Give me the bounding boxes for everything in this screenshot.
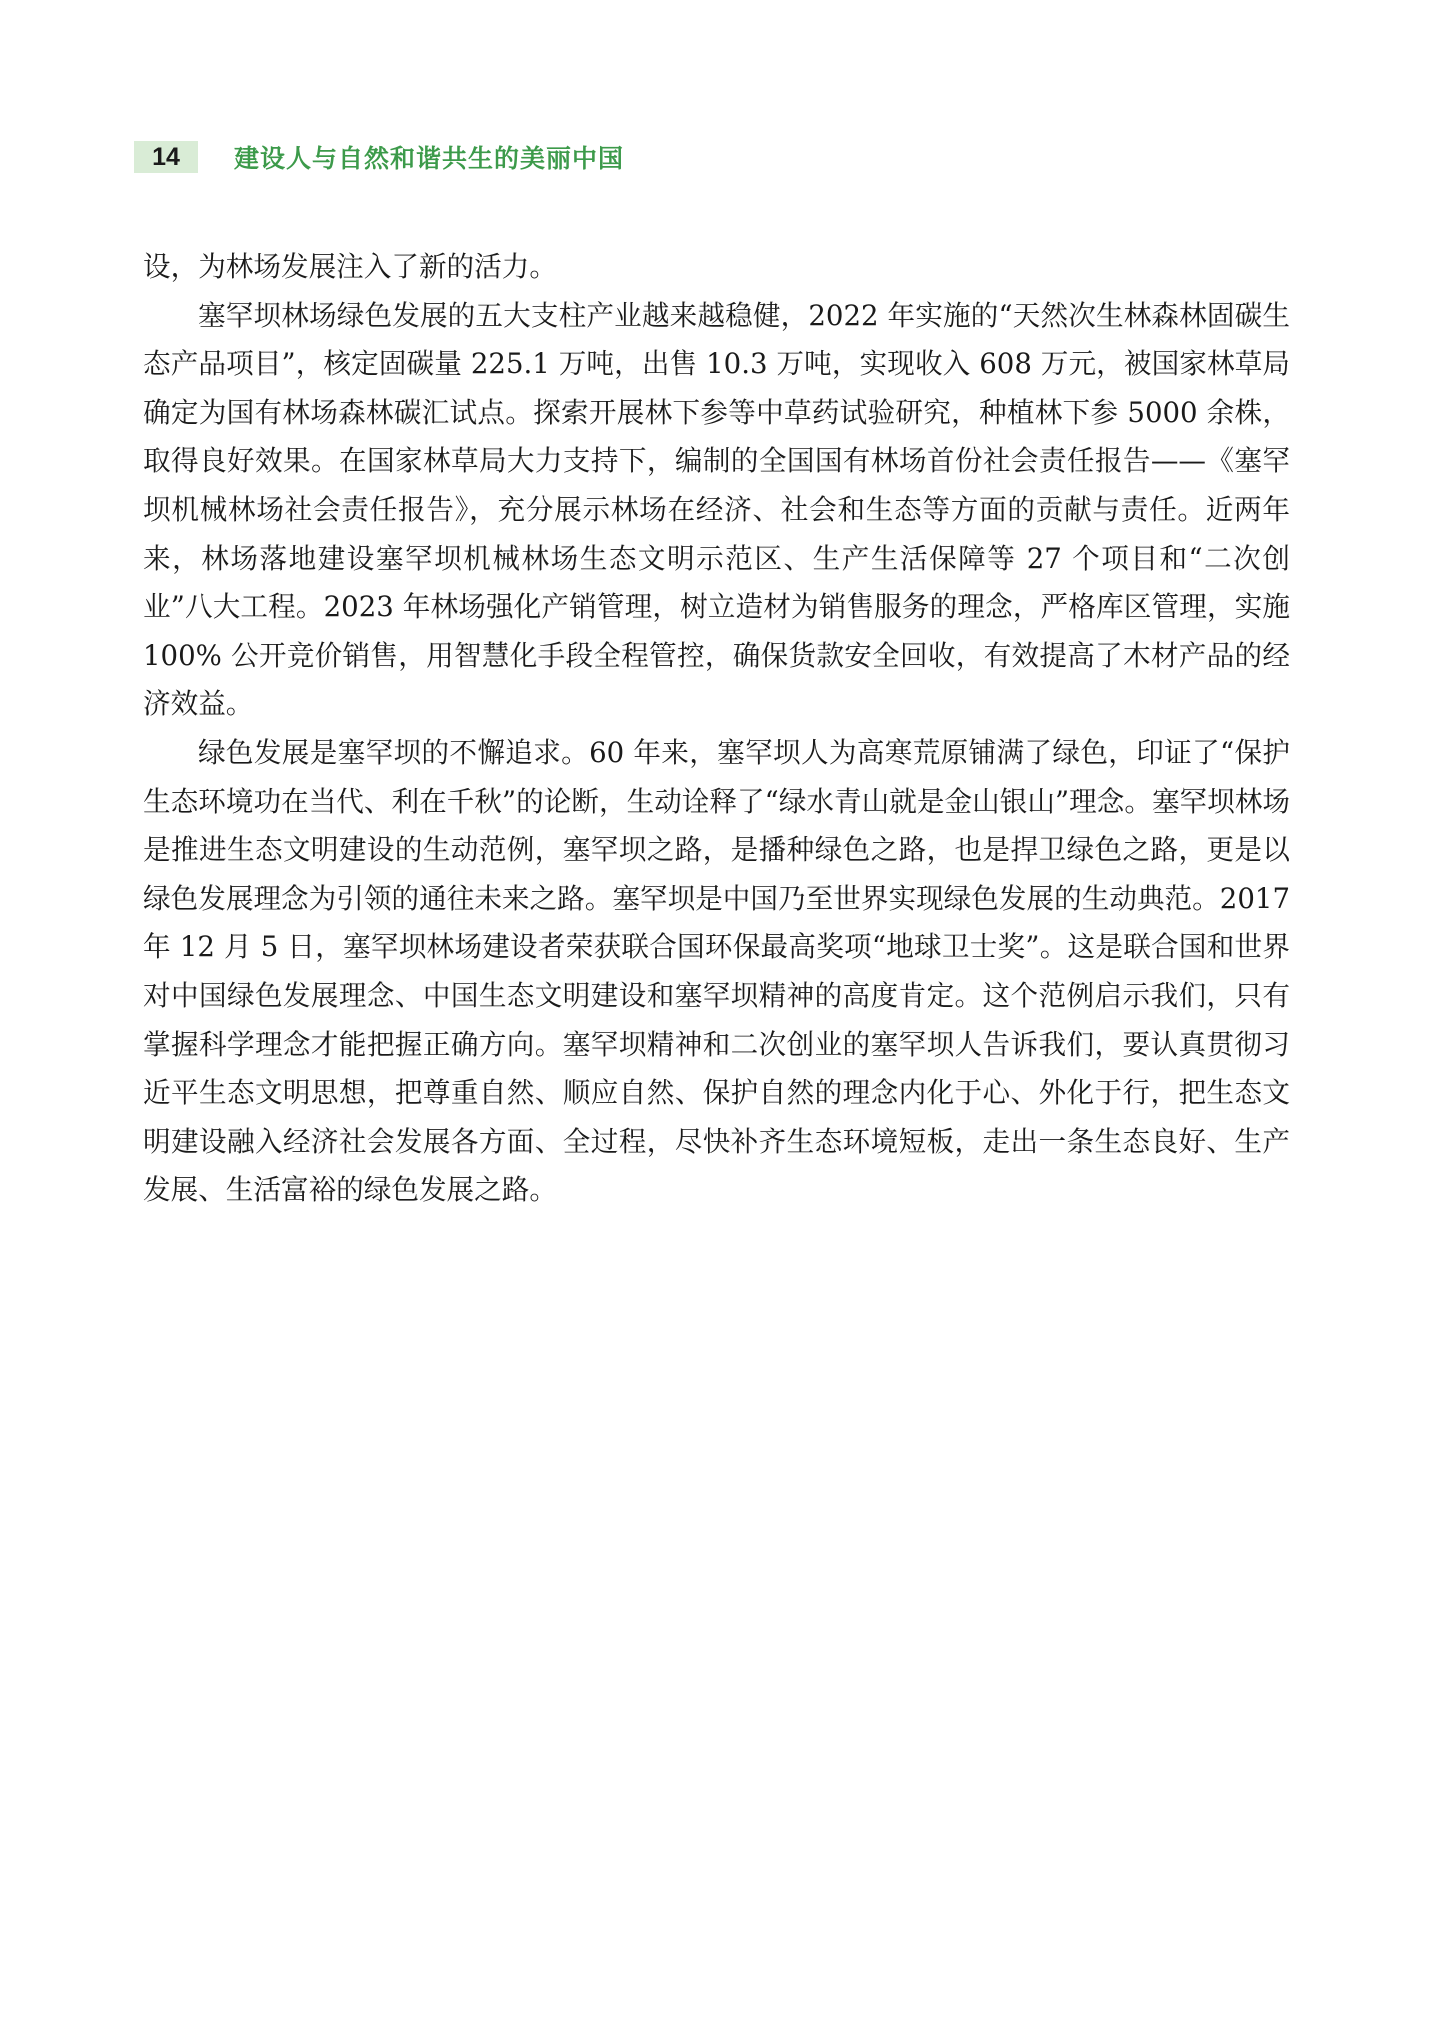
paragraph: 塞罕坝林场绿色发展的五大支柱产业越来越稳健，2022 年实施的“天然次生林森林固碳生态产品项目”，核定固碳量 225.1 万吨，出售 10.3 万吨，实现收入 608 万元，被国家林草局确定为国有林场森林碳汇试点。探索开展林下参等中草药试验研究，种植林下参 5000 余株，取得良好效果。在国家林草局大力支持下，编制的全国国有林场首份社会责任报告——《塞罕坝机械林场社会责任报告》，充分展示林场在经济、社会和生态等方面的贡献与责任。近两年来，林场落地建设塞罕坝机械林场生态文明示范区、生产生活保障等 27 个项目和“二次创业”八大工程。2023 年林场强化产销管理，树立造材为销售服务的理念，严格库区管理，实施 100% 公开竞价销售，用智慧化手段全程管控，确保货款安全回收，有效提高了木材产品的经济效益。 [143, 298, 1290, 721]
page-header [134, 140, 624, 174]
running-title: 建设人与自然和谐共生的美丽中国 [234, 144, 625, 173]
page-number: 14 [134, 141, 198, 173]
paragraph: 绿色发展是塞罕坝的不懈追求。60 年来，塞罕坝人为高寒荒原铺满了绿色，印证了“保护生态环境功在当代、利在千秋”的论断，生动诠释了“绿水青山就是金山银山”理念。塞罕坝林场是推进生态文明建设的生动范例，塞罕坝之路，是播种绿色之路，也是捍卫绿色之路，更是以绿色发展理念为引领的通往未来之路。塞罕坝是中国乃至世界实现绿色发展的生动典范。2017 年 12 月 5 日，塞罕坝林场建设者荣获联合国环保最高奖项“地球卫士奖”。这是联合国和世界对中国绿色发展理念、中国生态文明建设和塞罕坝精神的高度肯定。这个范例启示我们，只有掌握科学理念才能把握正确方向。塞罕坝精神和二次创业的塞罕坝人告诉我们，要认真贯彻习近平生态文明思想，把尊重自然、顺应自然、保护自然的理念内化于心、外化于行，把生态文明建设融入经济社会发展各方面、全过程，尽快补齐生态环境短板，走出一条生态良好、生产发展、生活富裕的绿色发展之路。 [143, 735, 1290, 1207]
paragraph-continuation: 设，为林场发展注入了新的活力。 [143, 250, 557, 283]
body-text [143, 243, 1290, 1215]
